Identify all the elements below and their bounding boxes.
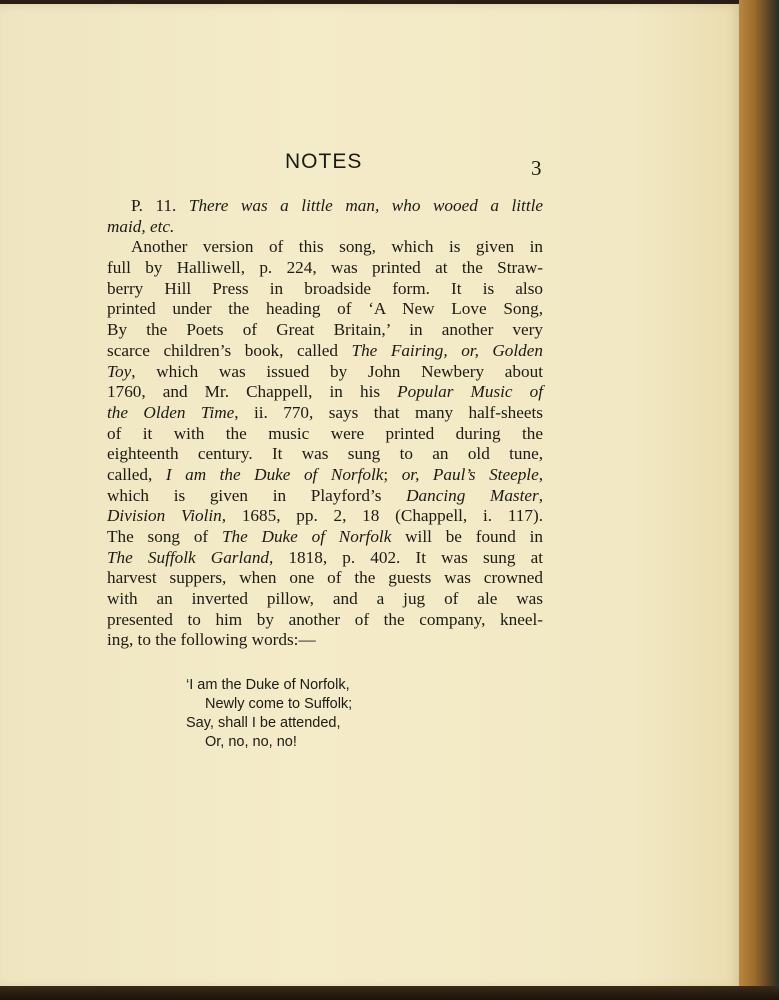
text-run: , 1818, p. 402. It was sung at: [269, 547, 543, 567]
paragraph-line: [107, 237, 543, 258]
text-run: , ii. 770, says that many half-sheets: [234, 402, 543, 422]
paragraph-line: [107, 548, 543, 569]
text-run: I am the Duke of Norfolk: [165, 464, 384, 484]
paragraph-line: [107, 362, 543, 383]
text-run: Popular Music of: [397, 382, 543, 402]
text-run: called,: [107, 464, 166, 484]
note-heading-line: [107, 196, 543, 217]
text-run: printed under the heading of ‘A New Love Song,: [107, 299, 543, 319]
verse-line: Or, no, no, no!: [205, 734, 297, 750]
text-run: , 1685, pp. 2, 18 (Chappell, i. 117).: [221, 506, 543, 526]
paragraph-line: [107, 341, 543, 362]
verse-line: Say, shall I be attended,: [186, 715, 341, 731]
running-head: NOTES: [285, 150, 363, 173]
paragraph-line: [107, 610, 543, 631]
paragraph-line: [107, 382, 543, 403]
text-run: or, Paul’s Steeple: [401, 464, 539, 484]
text-run: full by Halliwell, p. 224, was printed at the Straw-: [107, 258, 543, 278]
text-run: will be found in: [391, 527, 543, 546]
note-page-ref: P. 11.: [131, 196, 177, 215]
text-run: Another version of this song, which is given in: [131, 237, 543, 257]
page-number: 3: [531, 156, 542, 180]
text-run: ,: [538, 464, 543, 484]
paragraph-line: [107, 465, 543, 486]
note-title: There was a little man, who wooed a little: [188, 196, 544, 215]
text-run: which is given in Playford’s: [107, 485, 407, 505]
paragraph-line: [107, 589, 543, 610]
verse-line: Newly come to Suffolk;: [205, 696, 353, 712]
text-run: of it with the music were printed during the: [107, 423, 543, 443]
text-run: the Olden Time: [107, 402, 235, 422]
paragraph-line: [107, 403, 543, 424]
note-heading-line-2: [107, 217, 543, 238]
note-title-cont: maid, etc.: [107, 216, 175, 236]
paragraph-line: [107, 299, 543, 320]
text-run: presented to him by another of the company, kneel-: [107, 609, 543, 629]
text-run: eighteenth century. It was sung to an old tune,: [107, 444, 543, 464]
text-run: scarce children’s book, called: [107, 340, 352, 360]
text-run: The Fairing, or, Golden: [351, 340, 543, 360]
paragraph-line: [107, 568, 543, 589]
paragraph-line: [107, 444, 543, 465]
paragraph-line: [107, 320, 543, 341]
note-paragraph: [107, 237, 543, 651]
paragraph-line: [107, 527, 543, 548]
text-run: The Duke of Norfolk: [221, 527, 392, 546]
text-run: ;: [383, 464, 402, 484]
text-run: By the Poets of Great Britain,’ in another very: [107, 320, 543, 340]
text-run: The Suffolk Garland: [107, 547, 270, 567]
text-run: ing, to the following words:—: [107, 630, 316, 650]
paragraph-line: [107, 506, 543, 527]
paragraph-line: [107, 486, 543, 507]
paragraph-line: [107, 630, 543, 651]
page-bottom-shadow: [0, 986, 779, 1000]
text-run: 1760, and Mr. Chappell, in his: [107, 382, 398, 402]
text-run: berry Hill Press in broadside form. It is also: [107, 278, 543, 298]
text-run: Dancing Master: [406, 485, 539, 505]
paragraph-line: [107, 424, 543, 445]
paragraph-line: [107, 258, 543, 279]
text-run: The song of: [107, 527, 222, 546]
text-run: with an inverted pillow, and a jug of ale was: [107, 589, 543, 609]
notes-body: [107, 196, 543, 651]
text-run: Division Violin: [107, 506, 222, 526]
page-edge: [739, 0, 779, 1000]
text-run: ,: [538, 485, 543, 505]
paragraph-line: [107, 279, 543, 300]
text-run: harvest suppers, when one of the guests was crowned: [107, 568, 543, 588]
verse-block: [186, 676, 352, 752]
text-run: Toy: [107, 361, 132, 381]
text-run: , which was issued by John Newbery about: [131, 361, 543, 381]
verse-line: ‘I am the Duke of Norfolk,: [186, 677, 350, 693]
